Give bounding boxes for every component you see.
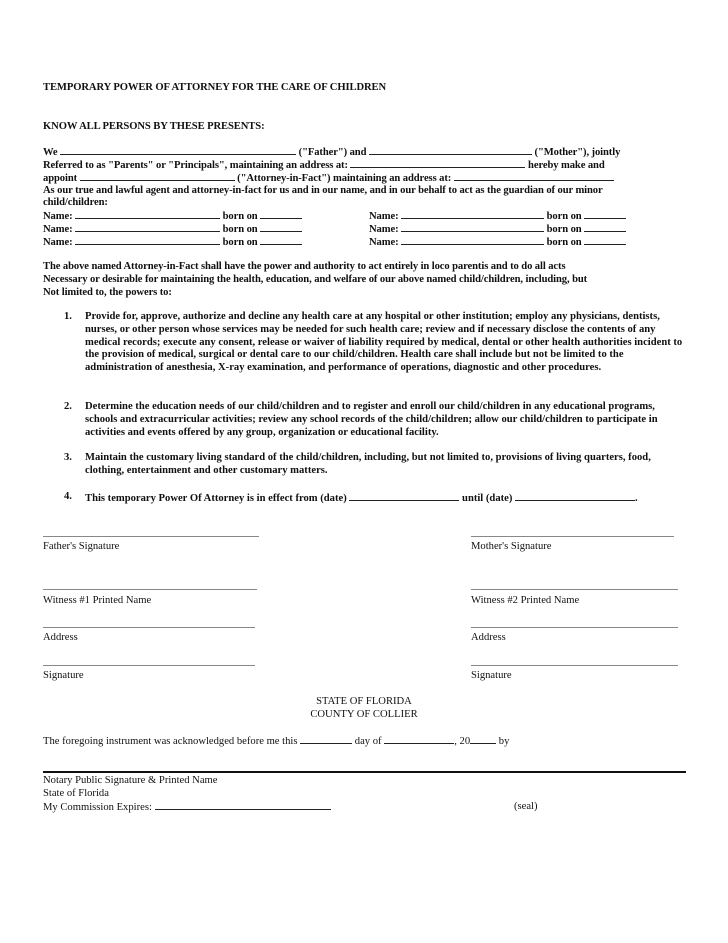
child-row-1-right (369, 209, 626, 223)
item-number: 1. (64, 311, 72, 322)
day-of-label: day of (354, 736, 382, 747)
child-name-field[interactable] (401, 222, 544, 232)
ack-year-field[interactable] (470, 734, 496, 744)
item-text: Determine the education needs of our child/children and to register and enroll our child/children in any educational programs, schools and extracurricular activities; review any school records of the child/children; allow our child/children to participate in activities and events offered by any group, organization or educational facility. (85, 401, 658, 438)
child-row-3-left (43, 235, 302, 249)
mother-label: ("Mother"), jointly (534, 147, 621, 158)
intro-line-2 (43, 158, 605, 172)
born-label: born on (546, 224, 582, 235)
from-label: This temporary Power Of Attorney is in effect from (date) (85, 493, 347, 504)
item-number: 3. (64, 452, 72, 463)
preamble: KNOW ALL PERSONS BY THESE PRESENTS: (43, 121, 265, 132)
witness2-address-label: Address (471, 632, 506, 643)
authority-line-3: Not limited to, the powers to: (43, 287, 172, 298)
father-name-field[interactable] (60, 145, 296, 155)
year-prefix: , 20 (454, 736, 471, 747)
name-label: Name: (43, 224, 73, 235)
mother-signature-label: Mother's Signature (471, 541, 552, 552)
item-text: Maintain the customary living standard of the child/children, including, but not limited to, provisions of living quarters, food, clothing, entertainment and other customary matters. (85, 452, 651, 476)
notary-signature-line[interactable] (43, 771, 686, 773)
child-name-field[interactable] (75, 235, 220, 245)
born-label: born on (546, 237, 582, 248)
child-dob-field[interactable] (260, 209, 302, 219)
father-signature-label: Father's Signature (43, 541, 120, 552)
notary-county: COUNTY OF COLLIER (310, 709, 418, 720)
child-row-2-left (43, 222, 302, 236)
item-text: Provide for, approve, authorize and decline any health care at any hospital or other institution; employ any physicians, dentists, nurses, or other person whose services may be needed for such health care; review and if necessary disclose the contents of any medical records; execute any consent, release or waiver of liability required by medical, dental or other health authorities incident to the provision of medical, surgical or dental care to our child/children. Health care shall include but not be limited to the administration of anesthesia, X-ray examination, and performance of operations, diagnostic and other procedures. (85, 311, 683, 374)
born-label: born on (222, 224, 258, 235)
until-date-field[interactable] (515, 491, 635, 501)
item-text (85, 491, 685, 506)
intro-line-4: As our true and lawful agent and attorney-in-fact for us and in our name, and in our behalf to act as the guardian of our minor (43, 185, 603, 196)
name-label: Name: (369, 237, 399, 248)
attorney-address-label: ("Attorney-in-Fact") maintaining an address at: (237, 173, 452, 184)
seal-label: (seal) (514, 801, 538, 812)
born-label: born on (222, 211, 258, 222)
intro-line-1 (43, 145, 620, 159)
parents-address-label: Referred to as "Parents" or "Principals", maintaining an address at: (43, 160, 348, 171)
child-dob-field[interactable] (260, 235, 302, 245)
commission-label: My Commission Expires: (43, 802, 152, 813)
child-name-field[interactable] (75, 209, 220, 219)
authority-line-1: The above named Attorney-in-Fact shall have the power and authority to act entirely in loco parentis and to do all acts (43, 261, 566, 272)
intro-line-5: child/children: (43, 197, 108, 208)
acknowledgement-line (43, 734, 509, 748)
witness1-signature-line[interactable] (43, 665, 255, 666)
child-dob-field[interactable] (260, 222, 302, 232)
child-name-field[interactable] (75, 222, 220, 232)
witness2-signature-line[interactable] (471, 665, 678, 666)
intro-line-3 (43, 171, 614, 185)
attorney-name-field[interactable] (80, 171, 235, 181)
witness2-address-line[interactable] (471, 627, 678, 628)
child-row-1-left (43, 209, 302, 223)
attorney-address-field[interactable] (454, 171, 614, 181)
mother-signature-line[interactable] (471, 536, 674, 537)
name-label: Name: (43, 237, 73, 248)
name-label: Name: (369, 211, 399, 222)
power-item-4 (64, 491, 684, 505)
born-label: born on (222, 237, 258, 248)
name-label: Name: (43, 211, 73, 222)
from-date-field[interactable] (349, 491, 459, 501)
child-row-3-right (369, 235, 626, 249)
witness2-name-label: Witness #2 Printed Name (471, 595, 580, 606)
commission-expiry-field[interactable] (155, 800, 331, 810)
witness2-signature-label: Signature (471, 670, 512, 681)
period: . (635, 493, 638, 504)
ack-month-field[interactable] (384, 734, 454, 744)
notary-state-label: State of Florida (43, 788, 109, 799)
authority-line-2: Necessary or desirable for maintaining the health, education, and welfare of our above named child/children, including, but (43, 274, 588, 285)
hereby-label: hereby make and (528, 160, 605, 171)
item-number: 2. (64, 401, 72, 412)
notary-signature-label: Notary Public Signature & Printed Name (43, 775, 218, 786)
appoint-label: appoint (43, 173, 78, 184)
commission-line (43, 800, 331, 814)
mother-name-field[interactable] (369, 145, 532, 155)
witness1-name-line[interactable] (43, 589, 257, 590)
until-label: until (date) (462, 493, 513, 504)
child-dob-field[interactable] (584, 235, 626, 245)
power-item-1 (64, 311, 684, 391)
item-number: 4. (64, 491, 72, 502)
document-title: TEMPORARY POWER OF ATTORNEY FOR THE CARE OF CHILDREN (43, 82, 387, 93)
name-label: Name: (369, 224, 399, 235)
power-item-2 (64, 401, 684, 441)
parents-address-field[interactable] (350, 158, 525, 168)
witness1-address-label: Address (43, 632, 78, 643)
child-dob-field[interactable] (584, 209, 626, 219)
we-label: We (43, 147, 58, 158)
witness2-name-line[interactable] (471, 589, 678, 590)
child-name-field[interactable] (401, 235, 544, 245)
child-name-field[interactable] (401, 209, 544, 219)
born-label: born on (546, 211, 582, 222)
ack-text: The foregoing instrument was acknowledged before me this (43, 736, 298, 747)
ack-day-field[interactable] (300, 734, 352, 744)
witness1-name-label: Witness #1 Printed Name (43, 595, 152, 606)
father-signature-line[interactable] (43, 536, 259, 537)
child-row-2-right (369, 222, 626, 236)
power-item-3 (64, 452, 684, 480)
witness1-address-line[interactable] (43, 627, 255, 628)
by-label: by (498, 736, 510, 747)
father-label: ("Father") and (298, 147, 367, 158)
child-dob-field[interactable] (584, 222, 626, 232)
witness1-signature-label: Signature (43, 670, 84, 681)
notary-state: STATE OF FLORIDA (316, 696, 412, 707)
